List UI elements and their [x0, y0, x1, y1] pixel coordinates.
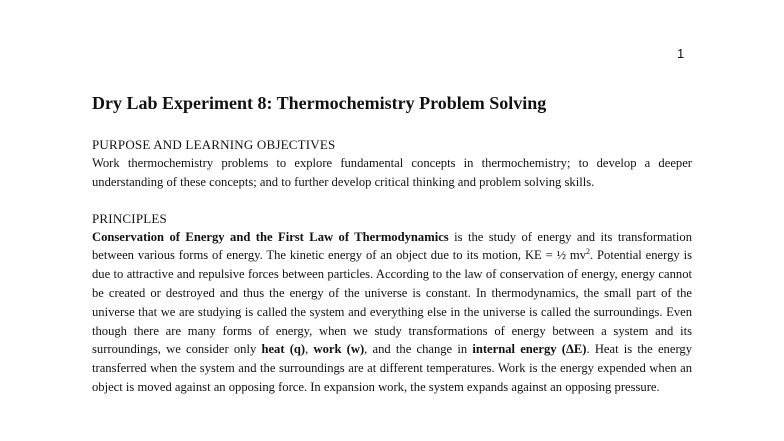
principles-text-3: , and the change in	[364, 342, 473, 357]
principles-text-4: . Heat is the energy transferred when the system and the surroundings are at different temperatures. Work is the energy expended when an object is moved against an opposing force. In expansion work, the system expands against an opposing pressure.	[92, 342, 693, 394]
principles-heading: PRINCIPLES	[92, 210, 167, 226]
purpose-paragraph: Work thermochemistry problems to explore fundamental concepts in thermochemistry; to develop a deeper understanding of these concepts; and to further develop critical thinking and problem solving skills.	[92, 156, 692, 189]
purpose-heading: PURPOSE AND LEARNING OBJECTIVES	[92, 137, 336, 152]
principles-text-2: . Potential energy is due to attractive and repulsive forces between particles. According to the law of conservation of energy, energy cannot be created or destroyed and thus the energy of the universe is constant. In thermodynamics, the small part of the universe that we are studying is called the system and everything else in the universe is called the surroundings. Even though there are many forms of energy, when we study transformations of energy between a system and its surroundings, we consider only	[92, 248, 692, 357]
document-body	[92, 93, 692, 397]
term-work: work (w)	[313, 342, 365, 357]
superscript-2: 2	[586, 247, 590, 257]
principles-paragraph	[92, 228, 692, 397]
document-title: Dry Lab Experiment 8: Thermochemistry Problem Solving	[92, 93, 547, 113]
term-internal-energy: internal energy (ΔE)	[472, 342, 587, 357]
term-conservation-of-energy: Conservation of Energy and the First Law of Thermodynamics	[92, 229, 449, 244]
page-number: 1	[677, 46, 685, 61]
term-heat: heat (q)	[261, 342, 306, 357]
principles-text-1: is the study of energy and its transformation between various forms of energy. The kinetic energy of an object due to its motion, KE = ½ mv	[92, 229, 692, 263]
separator: ,	[305, 342, 314, 357]
